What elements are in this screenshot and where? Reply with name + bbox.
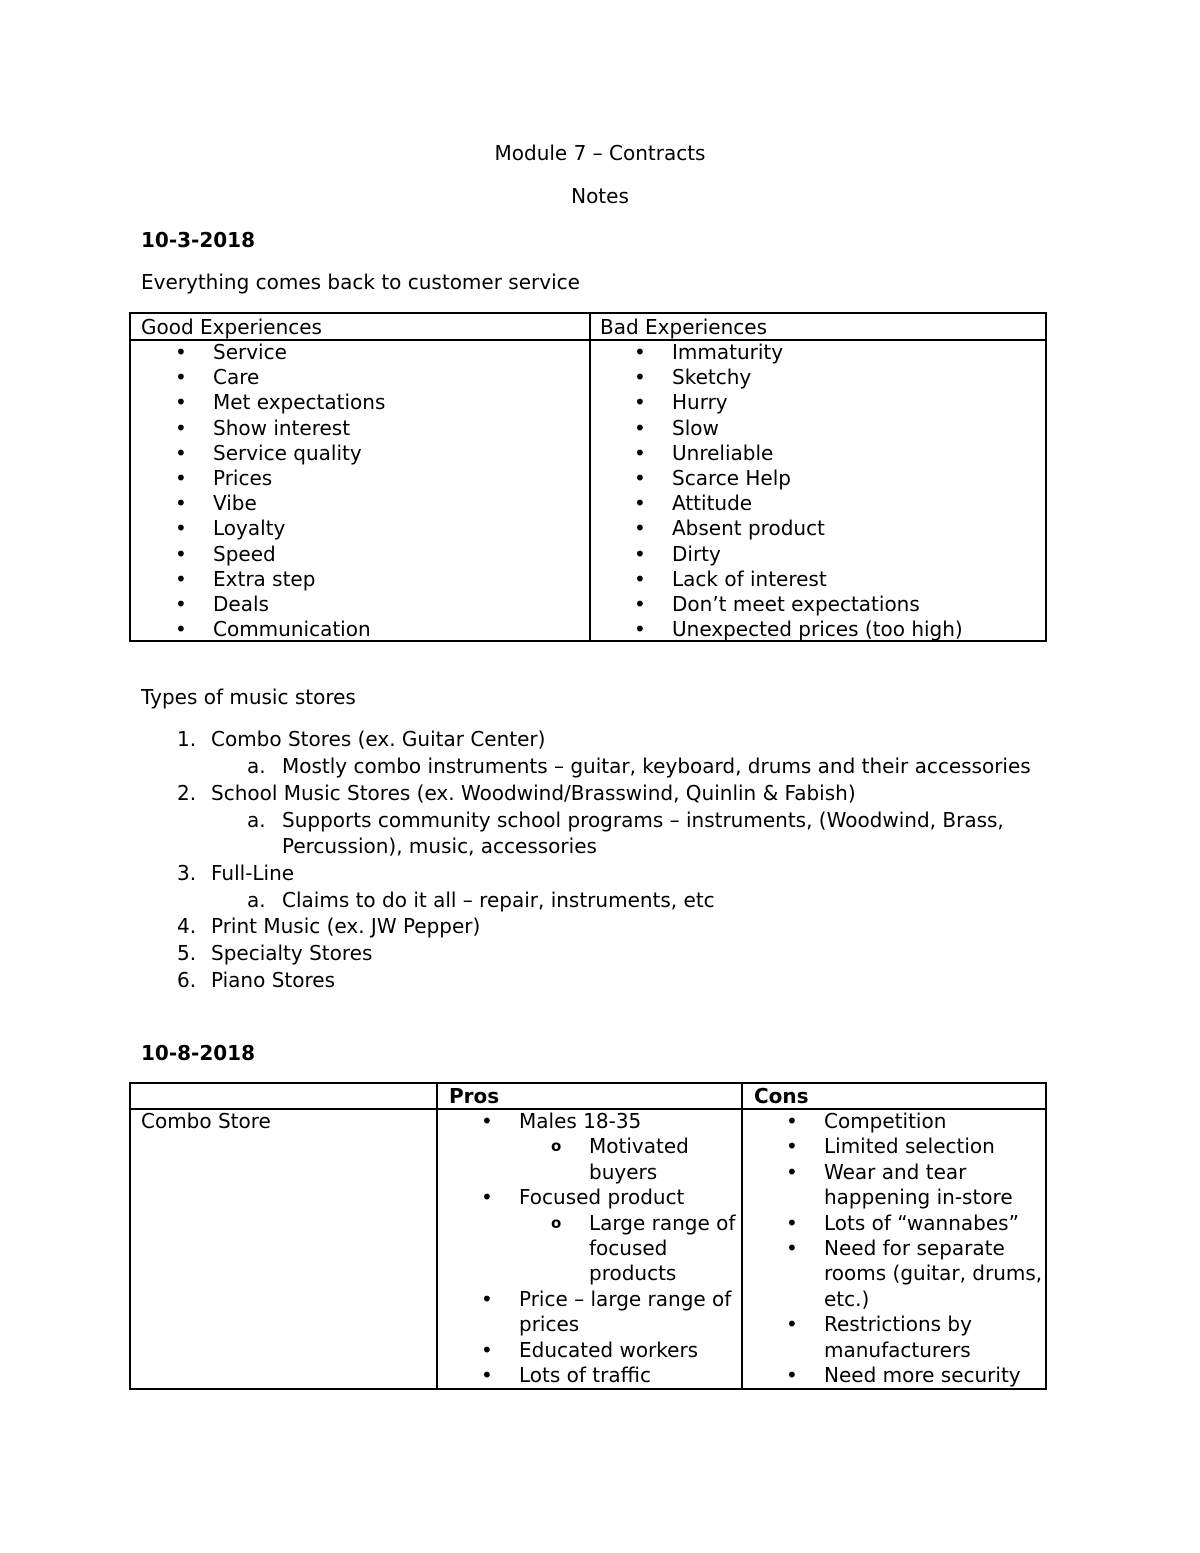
list-number: 5.: [177, 941, 197, 966]
bullet-icon: •: [786, 1134, 798, 1159]
list-item-text: Prices: [213, 465, 273, 490]
list-item-text: Limited selection: [824, 1134, 995, 1159]
store-type-subtext: Claims to do it all – repair, instruments, etc: [282, 887, 715, 912]
bullet-icon: •: [786, 1236, 798, 1261]
bullet-icon: •: [634, 541, 646, 566]
list-item: [131, 390, 385, 415]
bullet-icon: •: [481, 1337, 493, 1362]
bullet-icon: •: [634, 440, 646, 465]
list-item-text: Deals: [213, 591, 269, 616]
bullet-icon: •: [175, 415, 187, 440]
list-item: [590, 516, 963, 541]
date-heading-1: 10-3-2018: [141, 228, 256, 252]
list-item-text: Need for separate rooms (guitar, drums, etc.): [824, 1236, 1043, 1311]
list-item-text: Loyalty: [213, 516, 286, 541]
list-item: [131, 466, 385, 491]
list-item: [590, 491, 963, 516]
list-letter: a.: [247, 754, 266, 778]
sub-bullet-icon: o: [551, 1213, 562, 1232]
bullet-icon: •: [175, 440, 187, 465]
pros-item-text: Lots of traffic: [519, 1363, 651, 1388]
row-label: Combo Store: [141, 1109, 271, 1133]
list-item-text: Met expectations: [213, 390, 386, 415]
pros-item: [437, 1109, 737, 1134]
list-item-text: Lack of interest: [672, 566, 827, 591]
bad-experiences-list: [590, 340, 963, 642]
list-item: [590, 365, 963, 390]
list-item-text: Need more security: [824, 1363, 1021, 1388]
pros-subitem: [437, 1134, 737, 1185]
bullet-icon: •: [634, 465, 646, 490]
list-item-text: Service: [213, 340, 287, 364]
list-item: [590, 617, 963, 642]
store-type-text: Combo Stores (ex. Guitar Center): [211, 727, 546, 751]
bullet-icon: •: [786, 1159, 798, 1184]
pros-item: [437, 1185, 737, 1210]
bullet-icon: •: [634, 365, 646, 390]
pros-cell: [437, 1109, 737, 1388]
store-type-text: Print Music (ex. JW Pepper): [211, 914, 481, 939]
bullet-icon: •: [175, 541, 187, 566]
list-number: 3.: [177, 860, 197, 885]
store-type-text: Piano Stores: [211, 968, 335, 993]
sub-bullet-icon: o: [551, 1137, 562, 1156]
store-type-text: Specialty Stores: [211, 941, 373, 966]
pros-item-text: Price – large range of prices: [519, 1286, 732, 1337]
list-item-text: Show interest: [213, 415, 351, 440]
pros-header: Pros: [449, 1084, 500, 1108]
store-type-item: [141, 860, 1041, 887]
list-item-text: Immaturity: [672, 340, 784, 364]
pros-list: [437, 1109, 737, 1388]
bullet-icon: •: [634, 390, 646, 415]
list-item-text: Attitude: [672, 491, 753, 516]
list-item-text: Speed: [213, 541, 276, 566]
stores-heading: Types of music stores: [141, 685, 356, 709]
bullet-icon: •: [175, 566, 187, 591]
good-experiences-list: [131, 340, 385, 642]
list-item-text: Don’t meet expectations: [672, 591, 920, 616]
store-type-text: School Music Stores (ex. Woodwind/Brasswind, Quinlin & Fabish): [211, 780, 856, 805]
pros-subitem-text: Motivated buyers: [589, 1134, 689, 1184]
cons-list: [742, 1109, 1047, 1388]
list-letter: a.: [247, 887, 266, 912]
list-item-text: Communication: [213, 617, 371, 642]
store-type-subtext: Mostly combo instruments – guitar, keyboard, drums and their accessories: [282, 754, 1031, 778]
list-item-text: Unreliable: [672, 440, 774, 465]
store-type-item: [141, 726, 1041, 753]
list-item-text: Slow: [672, 415, 719, 440]
list-item: [131, 567, 385, 592]
list-item: [742, 1363, 1047, 1388]
list-item-text: Sketchy: [672, 365, 752, 390]
good-experiences-header: Good Experiences: [141, 315, 322, 339]
intro-text: Everything comes back to customer service: [141, 270, 580, 294]
list-item-text: Lots of “wannabes”: [824, 1210, 1019, 1235]
pros-cons-table: [129, 1082, 1047, 1390]
list-item: [131, 340, 385, 365]
pros-item: [437, 1363, 737, 1388]
list-item: [590, 441, 963, 466]
bullet-icon: •: [175, 591, 187, 616]
bullet-icon: •: [634, 516, 646, 541]
bullet-icon: •: [634, 566, 646, 591]
list-number: 6.: [177, 968, 197, 993]
pros-subitem: [437, 1211, 737, 1287]
pros-item-text: Males 18-35: [519, 1109, 642, 1133]
list-item-text: Wear and tear happening in-store: [824, 1159, 1013, 1210]
pros-item: [437, 1338, 737, 1363]
document-title: Module 7 – Contracts: [494, 141, 706, 165]
store-type-subitem: [141, 753, 1041, 780]
bullet-icon: •: [175, 390, 187, 415]
bullet-icon: •: [786, 1363, 798, 1388]
pros-item-text: Focused product: [519, 1185, 685, 1210]
bullet-icon: •: [786, 1109, 798, 1133]
bullet-icon: •: [634, 415, 646, 440]
list-item: [742, 1236, 1047, 1312]
list-item-text: Service quality: [213, 440, 362, 465]
list-item: [590, 416, 963, 441]
list-item: [590, 567, 963, 592]
list-item: [742, 1109, 1047, 1134]
store-type-item: [141, 967, 1041, 994]
list-item: [131, 416, 385, 441]
list-item-text: Extra step: [213, 566, 316, 591]
experiences-table: [129, 312, 1047, 642]
store-type-subitem: [141, 887, 1041, 914]
list-item: [131, 617, 385, 642]
store-type-subtext: Supports community school programs – instruments, (Woodwind, Brass, Percussion), music, accessories: [282, 807, 1004, 859]
list-item: [131, 491, 385, 516]
list-item: [131, 542, 385, 567]
list-item-text: Absent product: [672, 516, 825, 541]
list-number: 4.: [177, 914, 197, 939]
list-item: [131, 441, 385, 466]
list-item: [590, 466, 963, 491]
bullet-icon: •: [481, 1109, 493, 1133]
list-item: [590, 542, 963, 567]
list-number: 1.: [177, 727, 197, 751]
store-type-item: [141, 780, 1041, 807]
bullet-icon: •: [175, 491, 187, 516]
list-number: 2.: [177, 780, 197, 805]
document-subtitle: Notes: [571, 184, 629, 208]
store-type-item: [141, 913, 1041, 940]
bullet-icon: •: [175, 365, 187, 390]
bullet-icon: •: [175, 617, 187, 642]
list-item-text: Scarce Help: [672, 465, 791, 490]
list-item: [590, 592, 963, 617]
bullet-icon: •: [175, 516, 187, 541]
bullet-icon: •: [175, 465, 187, 490]
store-type-subitem: [141, 807, 1041, 860]
bullet-icon: •: [634, 617, 646, 642]
bullet-icon: •: [634, 340, 646, 364]
list-item: [742, 1312, 1047, 1363]
list-item-text: Competition: [824, 1109, 947, 1133]
pros-subitem-text: Large range of focused products: [589, 1210, 736, 1286]
list-item: [131, 365, 385, 390]
list-item: [131, 592, 385, 617]
list-item: [590, 390, 963, 415]
list-item-text: Care: [213, 365, 260, 390]
list-item-text: Dirty: [672, 541, 721, 566]
pros-item-text: Educated workers: [519, 1337, 699, 1362]
bullet-icon: •: [786, 1312, 798, 1337]
list-item-text: Hurry: [672, 390, 728, 415]
bullet-icon: •: [634, 491, 646, 516]
stores-list: [141, 726, 1041, 994]
list-item-text: Vibe: [213, 491, 257, 516]
list-item: [590, 340, 963, 365]
store-type-text: Full-Line: [211, 860, 295, 885]
bullet-icon: •: [175, 340, 187, 364]
bullet-icon: •: [481, 1185, 493, 1210]
list-item: [742, 1134, 1047, 1159]
cons-cell: [742, 1109, 1047, 1388]
bad-experiences-header: Bad Experiences: [600, 315, 767, 339]
list-item: [742, 1160, 1047, 1211]
bullet-icon: •: [634, 591, 646, 616]
pros-item: [437, 1287, 737, 1338]
list-item: [131, 516, 385, 541]
bullet-icon: •: [786, 1210, 798, 1235]
date-heading-2: 10-8-2018: [141, 1041, 256, 1065]
store-type-item: [141, 940, 1041, 967]
list-item-text: Restrictions by manufacturers: [824, 1312, 972, 1362]
list-item-text: Unexpected prices (too high): [672, 617, 963, 642]
bullet-icon: •: [481, 1286, 493, 1311]
bullet-icon: •: [481, 1363, 493, 1388]
list-letter: a.: [247, 807, 266, 832]
list-item: [742, 1211, 1047, 1236]
cons-header: Cons: [754, 1084, 809, 1108]
